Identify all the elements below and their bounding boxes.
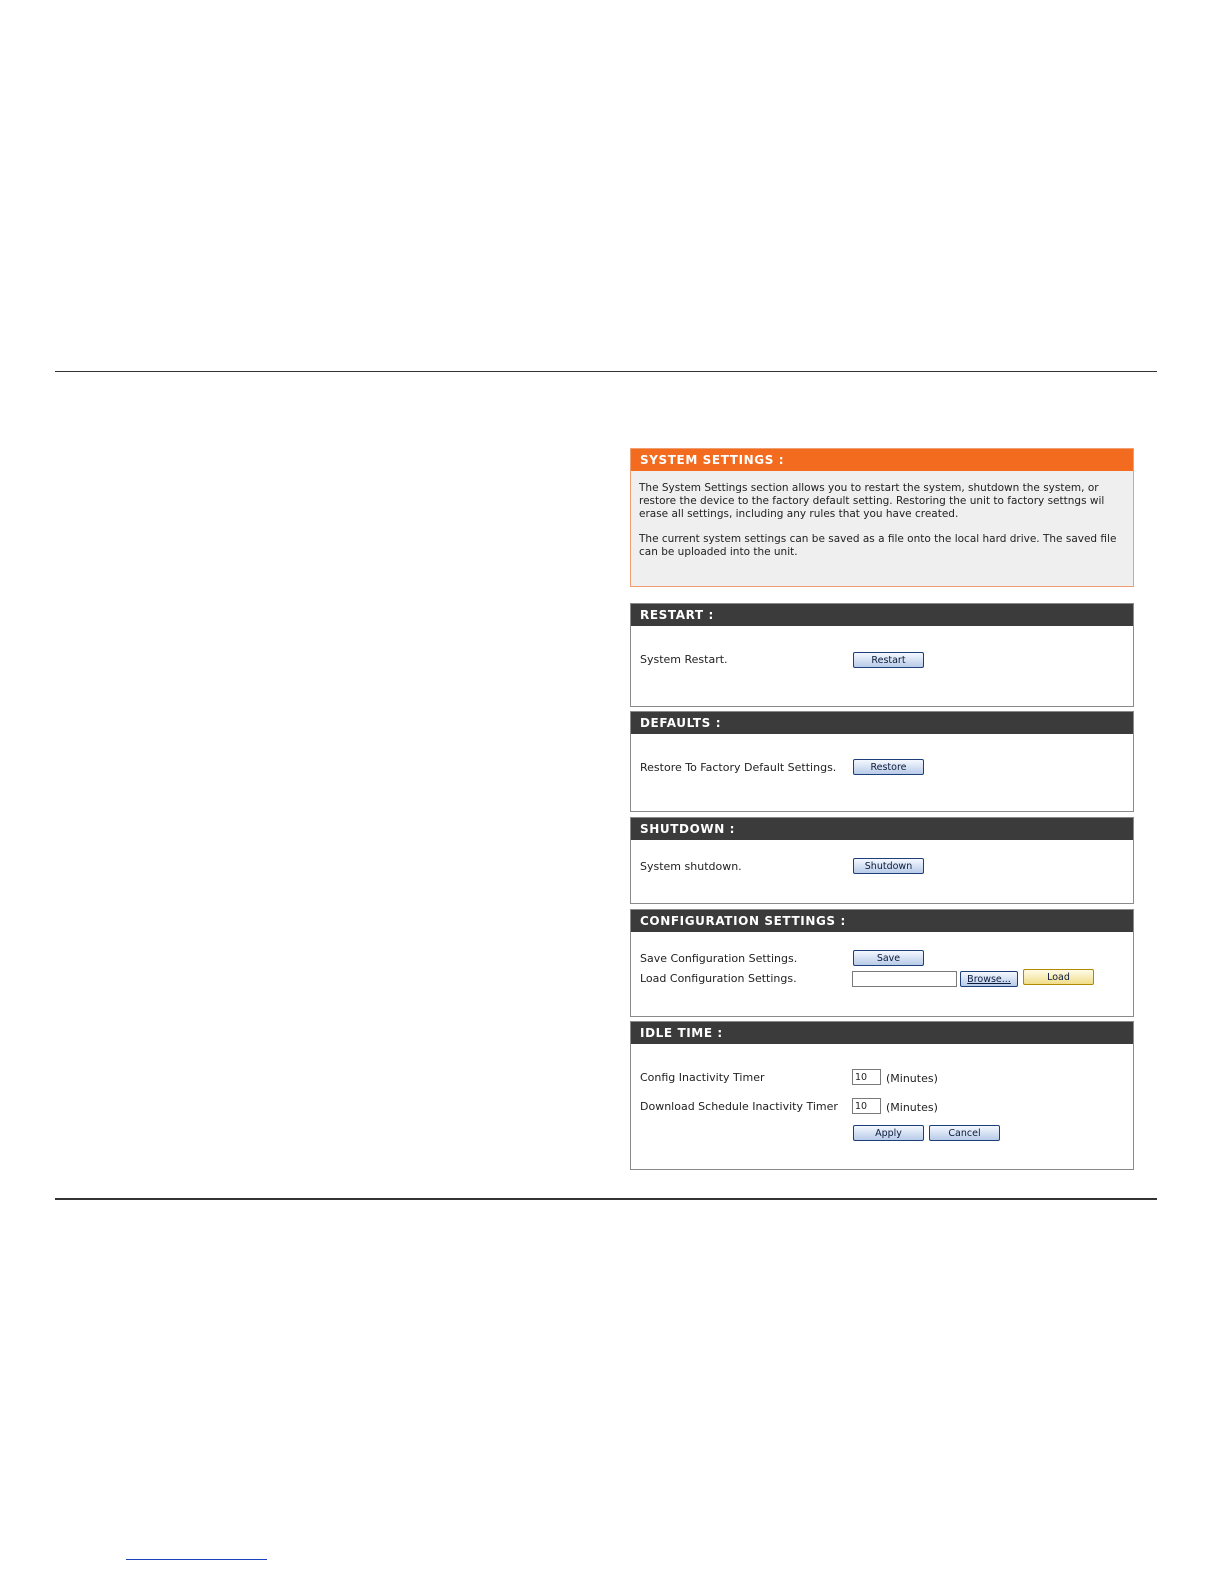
config-inactivity-timer-input[interactable]	[852, 1069, 881, 1085]
idle-time-title: IDLE TIME :	[631, 1022, 1133, 1044]
configuration-settings-title: CONFIGURATION SETTINGS :	[631, 910, 1133, 932]
shutdown-button[interactable]: Shutdown	[853, 858, 924, 874]
restart-title: RESTART :	[631, 604, 1133, 626]
configuration-settings-panel	[630, 909, 1134, 1017]
config-file-input[interactable]	[852, 971, 957, 987]
load-button[interactable]: Load	[1023, 969, 1094, 985]
config-inactivity-timer-label: Config Inactivity Timer	[640, 1071, 765, 1084]
config-inactivity-timer-unit: (Minutes)	[886, 1072, 938, 1085]
restore-button[interactable]: Restore	[853, 759, 924, 775]
download-schedule-timer-unit: (Minutes)	[886, 1101, 938, 1114]
system-settings-description: The System Settings section allows you to restart the system, shutdown the system, or restore the device to the factory default setting. Restoring the unit to factory settngs wil erase all settings, including any rules that you have created.	[639, 482, 1105, 520]
shutdown-panel	[630, 817, 1134, 904]
restart-panel	[630, 603, 1134, 707]
defaults-panel	[630, 711, 1134, 812]
bottom-divider	[55, 1198, 1157, 1200]
idle-time-panel	[630, 1021, 1134, 1170]
system-restart-label: System Restart.	[640, 653, 728, 666]
system-settings-title: SYSTEM SETTINGS :	[631, 449, 1133, 471]
browse-button[interactable]: Browse...	[960, 971, 1018, 987]
apply-button[interactable]: Apply	[853, 1125, 924, 1141]
save-configuration-label: Save Configuration Settings.	[640, 952, 798, 965]
restart-button[interactable]: Restart	[853, 652, 924, 668]
download-schedule-timer-input[interactable]	[852, 1098, 881, 1114]
top-divider	[55, 371, 1157, 372]
load-configuration-label: Load Configuration Settings.	[640, 972, 797, 985]
download-schedule-timer-label: Download Schedule Inactivity Timer	[640, 1100, 838, 1113]
system-shutdown-label: System shutdown.	[640, 860, 742, 873]
restore-defaults-label: Restore To Factory Default Settings.	[640, 761, 837, 774]
footer-link-underline	[126, 1559, 267, 1560]
save-button[interactable]: Save	[853, 950, 924, 966]
defaults-title: DEFAULTS :	[631, 712, 1133, 734]
system-settings-save-note: The current system settings can be saved as a file onto the local hard drive. The saved file can be uploaded into the unit.	[639, 533, 1117, 558]
shutdown-title: SHUTDOWN :	[631, 818, 1133, 840]
cancel-button[interactable]: Cancel	[929, 1125, 1000, 1141]
system-settings-panel	[630, 448, 1134, 587]
